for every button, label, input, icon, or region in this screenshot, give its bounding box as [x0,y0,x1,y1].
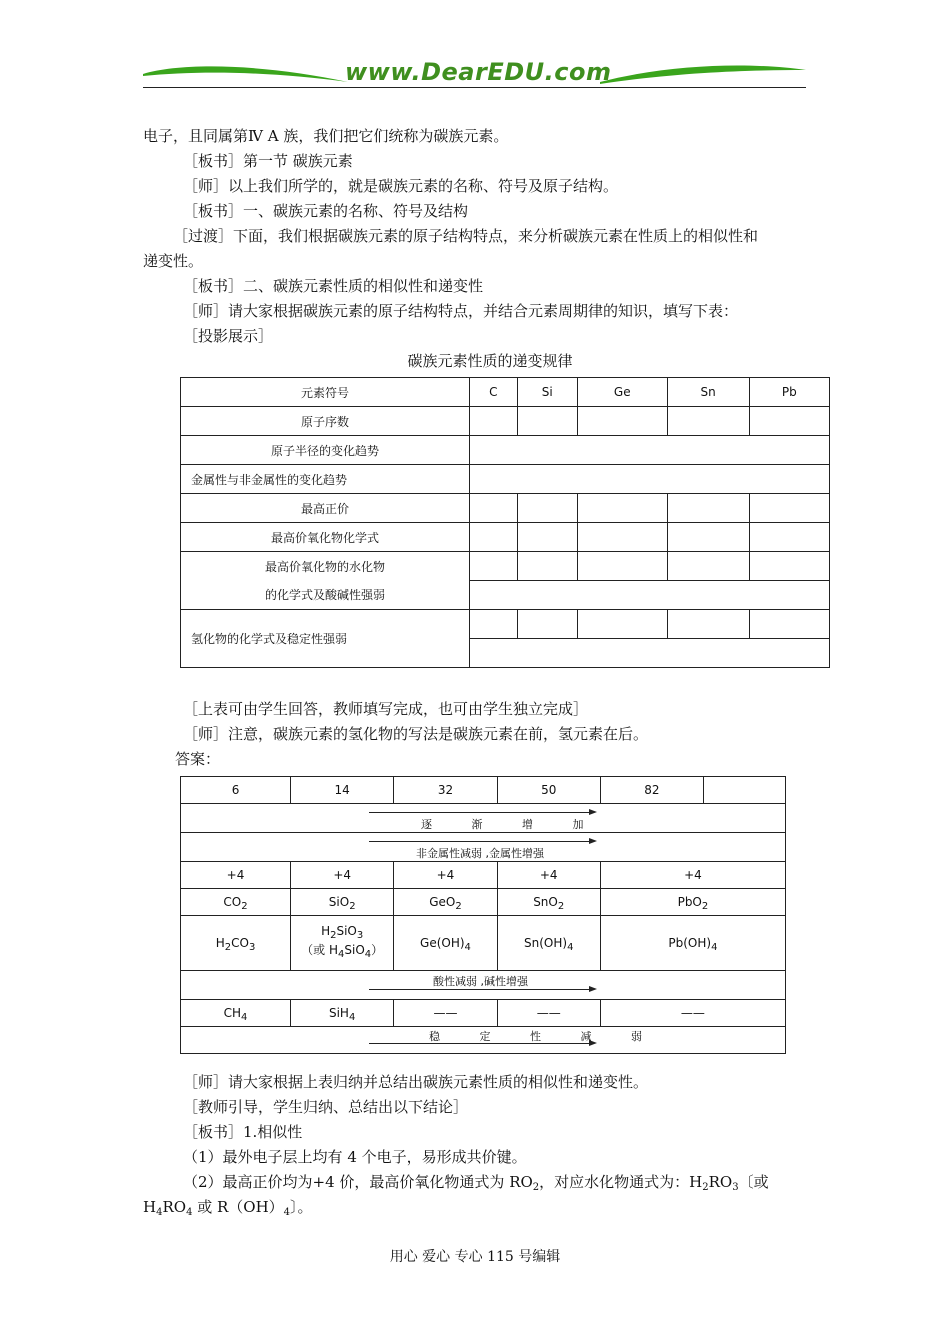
oxide: PbO$_2$ [600,889,785,916]
valence: +4 [600,862,785,889]
blank-cell[interactable] [517,610,578,639]
element-header: Sn [667,378,749,407]
text-line: （1）最外电子层上均有 4 个电子，易形成共价键。 [183,1148,527,1166]
blank-cell[interactable] [749,610,829,639]
trend-radius: 逐 渐 增 加 [421,818,602,831]
text-line: ［师］以上我们所学的，就是碳族元素的名称、符号及原子结构。 [183,177,619,195]
row-label: 原子半径的变化趋势 [181,436,470,465]
answer-table [180,776,786,1054]
atomic-number: 32 [394,777,497,804]
header-label: 元素符号 [181,378,470,407]
atomic-number: 50 [497,777,600,804]
blank-cell[interactable] [749,407,829,436]
element-header: Pb [749,378,829,407]
atomic-number: 14 [291,777,394,804]
text-line: ［过渡］下面，我们根据碳族元素的原子结构特点，来分析碳族元素在性质上的相似性和 [173,227,759,245]
blank-cell[interactable] [470,552,518,581]
row-label: 原子序数 [181,407,470,436]
hydroxide: $H_2CO_3$ [181,916,291,971]
header-swoosh-left [143,60,348,88]
row-label: 金属性与非金属性的变化趋势 [181,465,470,494]
blank-cell[interactable] [749,523,829,552]
text-line: ［师］请大家根据上表归纳并总结出碳族元素性质的相似性和递变性。 [183,1073,649,1091]
hydroxide: $Ge(OH)_4$ [394,916,497,971]
blank-cell[interactable] [667,610,749,639]
hydride: —— [394,1000,497,1027]
blank-cell[interactable] [517,552,578,581]
valence: +4 [181,862,291,889]
trend-stability: 稳 定 性 减 弱 [429,1030,660,1043]
text-line: （2）最高正价均为+4 价，最高价氧化物通式为 $RO_2$，对应水化物通式为：$H_2RO_3$〔或 [183,1173,769,1193]
valence: +4 [497,862,600,889]
blank-cell[interactable] [517,523,578,552]
blank-cell[interactable] [470,523,518,552]
blank-cell[interactable] [578,494,668,523]
element-header: C [470,378,518,407]
blank-cell[interactable] [517,407,578,436]
blank-cell[interactable] [470,639,830,668]
header-swoosh-right [600,60,806,88]
trend-acid: 酸性减弱 ,碱性增强 [433,975,528,988]
blank-cell[interactable] [470,436,830,465]
text-line: ［教师引导，学生归纳、总结出以下结论］ [183,1098,469,1116]
text-line: ［板书］1.相似性 [183,1123,303,1141]
text-line: 递变性。 [143,252,204,270]
properties-blank-table [180,377,830,668]
element-header: Si [517,378,578,407]
table1-title: 碳族元素性质的递变规律 [407,352,573,370]
blank-cell[interactable] [667,494,749,523]
blank-cell[interactable] [578,407,668,436]
row-label: 的化学式及酸碱性强弱 [181,581,470,610]
text-line: 答案： [175,750,221,768]
text-line: ［投影展示］ [183,327,274,345]
atomic-number: 6 [181,777,291,804]
row-label: 最高价氧化物化学式 [181,523,470,552]
hydride: —— [497,1000,600,1027]
blank-cell[interactable] [470,610,518,639]
blank-cell[interactable] [517,494,578,523]
blank-cell[interactable] [667,523,749,552]
text-line: ［师］请大家根据碳族元素的原子结构特点，并结合元素周期律的知识，填写下表： [183,302,739,320]
oxide: SiO$_2$ [291,889,394,916]
valence: +4 [291,862,394,889]
atomic-number: 82 [600,777,703,804]
blank-cell[interactable] [667,552,749,581]
text-line: ［师］注意，碳族元素的氢化物的写法是碳族元素在前，氢元素在后。 [183,725,649,743]
text-line: ［上表可由学生回答，教师填写完成，也可由学生独立完成］ [183,700,589,718]
row-label: 最高价氧化物的水化物 [181,552,470,581]
text-line: ［板书］第一节 碳族元素 [183,152,353,170]
blank-cell[interactable] [667,407,749,436]
hydroxide: $H_2SiO_3$ （或 $H_4SiO_4$） [291,916,394,971]
blank-cell[interactable] [470,494,518,523]
blank-cell[interactable] [470,581,830,610]
blank-cell[interactable] [578,552,668,581]
text-line: ［板书］二、碳族元素性质的相似性和递变性 [183,277,484,295]
blank-cell [703,777,785,804]
hydride: $CH_4$ [181,1000,291,1027]
text-line: $H_4RO_4$ 或 $R(OH)_4$〕。 [143,1198,313,1218]
blank-cell[interactable] [470,407,518,436]
text-line: ［板书］一、碳族元素的名称、符号及结构 [183,202,469,220]
oxide: $CO_2$ [181,889,291,916]
blank-cell[interactable] [470,465,830,494]
hydroxide: $Pb(OH)_4$ [600,916,785,971]
blank-cell[interactable] [578,610,668,639]
blank-cell[interactable] [749,494,829,523]
element-header: Ge [578,378,668,407]
row-label: 最高正价 [181,494,470,523]
header-rule [143,87,806,88]
hydride: SiH$_4$ [291,1000,394,1027]
row-label: 氢化物的化学式及稳定性强弱 [181,610,470,668]
hydroxide: $Sn(OH)_4$ [497,916,600,971]
blank-cell[interactable] [578,523,668,552]
oxide: GeO$_2$ [394,889,497,916]
page-footer: 用心 爱心 专心 115 号编辑 [389,1249,561,1265]
site-logo[interactable]: www.DearEDU.com [345,58,612,86]
text-line: 电子，且同属第Ⅳ A 族，我们把它们统称为碳族元素。 [143,127,509,145]
oxide: SnO$_2$ [497,889,600,916]
blank-cell[interactable] [749,552,829,581]
valence: +4 [394,862,497,889]
hydride: —— [600,1000,785,1027]
trend-metal: 非金属性减弱 ,金属性增强 [416,847,544,860]
